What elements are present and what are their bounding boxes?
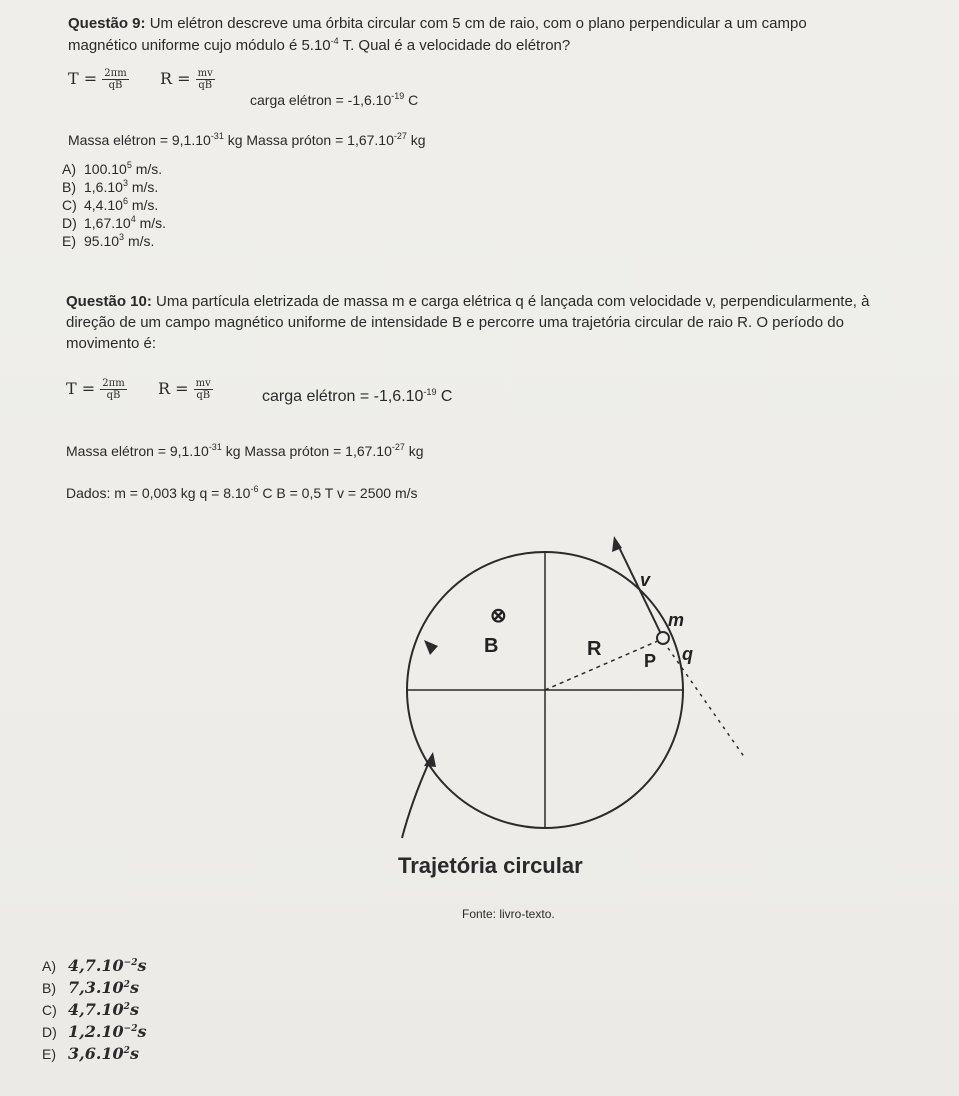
- q9-charge-exp: -19: [391, 91, 405, 101]
- q9-mass-electron: Massa elétron = 9,1.10: [68, 132, 211, 148]
- q9-option-letter: C): [62, 197, 77, 213]
- particle-icon: [657, 632, 669, 644]
- q10-title: Questão 10:: [66, 293, 152, 310]
- q9-option-value: 1,67.10: [84, 215, 131, 231]
- q9-option-unit: m/s.: [124, 233, 155, 249]
- q9-option-letter: E): [62, 233, 76, 249]
- label-B: B: [484, 635, 499, 657]
- q9-option-exp: 6: [122, 196, 128, 206]
- q9-text-line2a: magnético uniforme cujo módulo é 5.10: [68, 37, 331, 54]
- direction-arrowhead-icon: [424, 640, 438, 655]
- q9-text-line2b: T. Qual é a velocidade do elétron?: [338, 37, 571, 54]
- q10-charge-exp: -19: [423, 387, 437, 397]
- tangent-dotted-line: [668, 648, 745, 758]
- q10-option-exp: 2: [123, 1046, 130, 1056]
- q10-option-unit: s: [129, 978, 139, 997]
- label-q: q: [682, 644, 693, 664]
- q10-charge-label: carga elétron = -1,6.10: [262, 388, 424, 405]
- q9-option-exp: 4: [130, 214, 136, 224]
- q10-option-value: 1,2.10: [68, 1022, 124, 1041]
- q9-R-lhs: R =: [160, 69, 191, 88]
- q10-mass-electron-exp: -31: [208, 442, 222, 452]
- q10-R-lhs: R =: [158, 379, 189, 398]
- q10-text-line1: Uma partícula eletrizada de massa m e carga elétrica q é lançada com velocidade v, perpendicularmente, à: [156, 293, 870, 310]
- q9-option-value: 100.10: [84, 161, 127, 177]
- q10-given-a: Dados: m = 0,003 kg q = 8.10: [66, 485, 251, 501]
- q10-option-unit: s: [129, 1000, 139, 1019]
- q9-option-value: 1,6.10: [84, 179, 123, 195]
- label-R: R: [587, 638, 602, 660]
- q10-option-value: 7,3.10: [68, 978, 124, 997]
- q10-option-exp: 2: [123, 980, 130, 990]
- q10-options: [42, 955, 147, 1065]
- q10-option-value: 4,7.10: [68, 1000, 124, 1019]
- q9-option-exp: 5: [126, 160, 132, 170]
- velocity-arrow-line: [617, 543, 661, 634]
- q10-option-a[interactable]: [42, 955, 147, 977]
- label-P: P: [644, 651, 657, 671]
- q10-T-num: 2πm: [102, 378, 125, 389]
- q10-option-unit: s: [137, 1022, 147, 1041]
- caption-pointer-line: [402, 760, 430, 838]
- diagram-source: Fonte: livro-texto.: [462, 907, 555, 921]
- q9-exp: -4: [330, 36, 339, 46]
- q10-option-unit: s: [137, 956, 147, 975]
- label-m: m: [668, 610, 685, 630]
- q10-option-c[interactable]: [42, 999, 147, 1021]
- q9-option-letter: D): [62, 215, 77, 231]
- q9-option-letter: A): [62, 161, 76, 177]
- q9-charge-label: carga elétron = -1,6.10: [250, 92, 392, 108]
- q9-title: Questão 9:: [68, 15, 146, 32]
- diagram-caption: Trajetória circular: [398, 853, 583, 878]
- q9-T-lhs: T =: [68, 69, 98, 88]
- q10-mass-proton-unit: kg: [404, 443, 424, 459]
- q10-T-den: qB: [106, 390, 121, 401]
- q9-option-unit: m/s.: [135, 215, 167, 231]
- q10-option-letter: E): [42, 1046, 56, 1062]
- q10-mass-proton: kg Massa próton = 1,67.10: [221, 443, 392, 459]
- q9-option-unit: m/s.: [127, 197, 159, 213]
- q10-option-letter: B): [42, 980, 56, 996]
- q10-option-value: 3,6.10: [68, 1044, 124, 1063]
- q10-given-b: C B = 0,5 T v = 2500 m/s: [258, 485, 418, 501]
- q10-mass-electron: Massa elétron = 9,1.10: [66, 443, 209, 459]
- q9-mass-electron-exp: -31: [210, 131, 224, 141]
- q10-option-exp: 2: [123, 1002, 130, 1012]
- q9-T-den: qB: [108, 80, 123, 91]
- q10-option-unit: s: [129, 1044, 139, 1063]
- q10-option-e[interactable]: [42, 1043, 147, 1065]
- q10-option-letter: A): [42, 958, 56, 974]
- q10-statement-line3: movimento é:: [66, 335, 157, 352]
- q9-option-value: 95.10: [84, 233, 120, 249]
- q9-mass-proton: kg Massa próton = 1,67.10: [223, 132, 394, 148]
- q9-option-unit: m/s.: [131, 161, 163, 177]
- q9-option-letter: B): [62, 179, 76, 195]
- q9-mass-proton-unit: kg: [406, 132, 426, 148]
- q9-option-exp: 3: [119, 232, 125, 242]
- q10-option-exp: −2: [123, 958, 138, 968]
- q10-mass-proton-exp: -27: [391, 442, 405, 452]
- q10-option-b[interactable]: [42, 977, 147, 999]
- q10-option-value: 4,7.10: [68, 956, 124, 975]
- q10-option-letter: D): [42, 1024, 57, 1040]
- q9-T-num: 2πm: [104, 68, 127, 79]
- q10-R-den: qB: [196, 390, 211, 401]
- field-into-page-icon: ⊗: [490, 605, 507, 627]
- q9-option-unit: m/s.: [127, 179, 159, 195]
- q10-given-exp: -6: [250, 484, 259, 494]
- radius-line: [545, 640, 660, 690]
- q9-charge-unit: C: [404, 92, 419, 108]
- q9-text-line1: Um elétron descreve uma órbita circular com 5 cm de raio, com o plano perpendicular a um campo: [149, 15, 807, 32]
- q9-option-exp: 3: [122, 178, 128, 188]
- q9-R-den: qB: [198, 80, 213, 91]
- q10-charge-unit: C: [436, 388, 453, 405]
- q10-option-exp: −2: [123, 1024, 138, 1034]
- q10-option-d[interactable]: [42, 1021, 147, 1043]
- q9-option-value: 4,4.10: [84, 197, 123, 213]
- label-v: v: [640, 570, 651, 590]
- q9-mass-proton-exp: -27: [393, 131, 407, 141]
- q10-statement-line2: direção de um campo magnético uniforme de intensidade B e percorre uma trajetória circular de raio R. O período do: [66, 314, 844, 331]
- q10-T-lhs: T =: [66, 379, 96, 398]
- q9-R-num: mv: [197, 68, 213, 79]
- q10-option-letter: C): [42, 1002, 57, 1018]
- q10-R-num: mv: [195, 378, 211, 389]
